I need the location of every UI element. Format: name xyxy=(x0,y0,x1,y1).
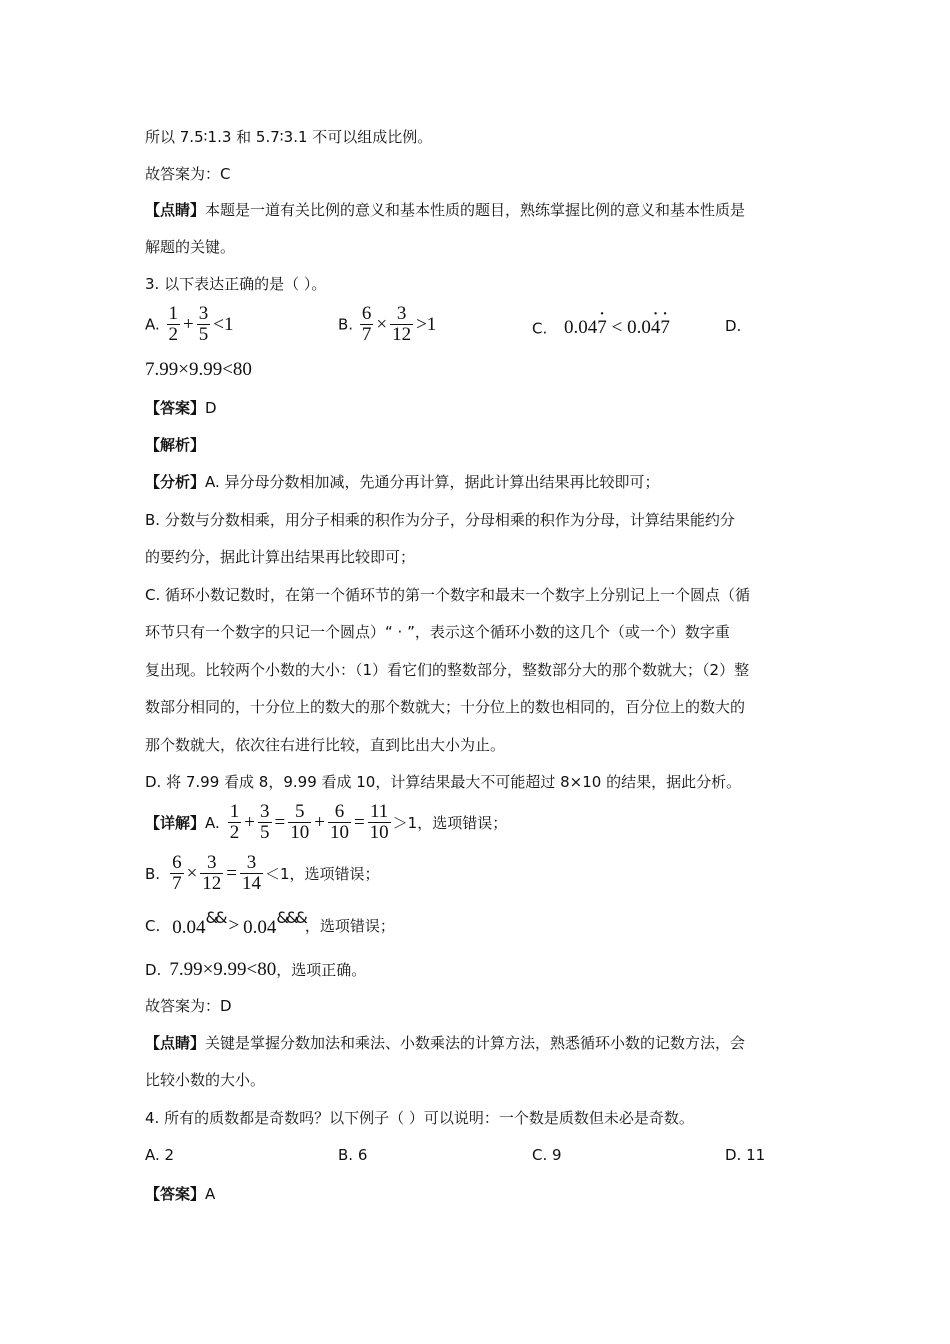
option-b: B. 6 xyxy=(338,1146,368,1164)
analysis-line: D. 将 7.99 看成 8，9.99 看成 10，计算结果最大不可能超过 8×10 的结果，据此分析。 xyxy=(145,773,742,791)
numerator: 3 xyxy=(240,853,263,874)
denominator: 5 xyxy=(260,822,270,843)
fraction xyxy=(170,853,184,894)
question-3: 3. 以下表达正确的是（ ）。 xyxy=(145,275,327,293)
detail-suffix: ，选项错误； xyxy=(304,917,395,935)
answer-line xyxy=(145,398,217,418)
note-text: 本题是一道有关比例的意义和基本性质的题目，熟练掌握比例的意义和基本性质是 xyxy=(205,201,746,219)
fraction xyxy=(360,304,374,345)
note-tag: 【点睛】 xyxy=(145,1034,206,1052)
option-label: C. xyxy=(532,319,548,338)
analysis-line: 数部分相同的，十分位上的数大的那个数就大；十分位上的数也相同的，百分位上的数大的 xyxy=(145,698,746,716)
operator: + xyxy=(244,811,255,833)
answer-line xyxy=(145,1184,215,1204)
fraction xyxy=(228,802,242,843)
option-b xyxy=(338,304,437,345)
numerator: 5 xyxy=(288,802,311,823)
fraction xyxy=(240,853,263,894)
denominator: 2 xyxy=(168,324,179,345)
option-c: C. 9 xyxy=(532,1146,562,1164)
option-c xyxy=(532,317,670,339)
text-line: 解题的关键。 xyxy=(145,238,236,256)
denominator: 10 xyxy=(369,822,389,843)
denominator: 2 xyxy=(229,822,240,843)
option-d: D. xyxy=(725,317,742,335)
option-d-expr: 7.99×9.99<80 xyxy=(145,359,252,380)
analysis-line: C. 循环小数记数时，在第一个循环节的第一个数字和最末一个数字上分别记上一个圆点（循 xyxy=(145,586,751,604)
numerator: 11 xyxy=(368,802,391,823)
operator: = xyxy=(353,811,365,833)
analysis-line: B. 分数与分数相乘，用分子相乘的积作为分子，分母相乘的积作为分母，计算结果能约分 xyxy=(145,511,735,529)
numerator: 3 xyxy=(200,853,223,874)
note-line xyxy=(145,200,745,220)
numerator: 6 xyxy=(328,802,351,823)
text-line: 故答案为：D xyxy=(145,997,232,1015)
repeating-decimal: 0.0· 4· 7 xyxy=(627,317,670,338)
repeating-decimal: 0.04· 7 xyxy=(564,317,607,338)
option-a xyxy=(145,304,234,345)
numerator: 3 xyxy=(260,801,270,822)
denominator: 10 xyxy=(290,822,310,843)
numerator: 1 xyxy=(168,303,179,324)
option-label: C. xyxy=(145,917,161,935)
fraction xyxy=(390,304,413,345)
numerator: 3 xyxy=(198,303,209,324)
option-a: A. 2 xyxy=(145,1146,175,1164)
rendering-artifact: && xyxy=(205,908,225,927)
denominator: 14 xyxy=(242,873,261,894)
fraction xyxy=(368,802,391,843)
denominator: 5 xyxy=(198,324,209,345)
operator: × xyxy=(186,862,198,884)
analysis-line: 环节只有一个数字的只记一个圆点）“ · ”，表示这个循环小数的这几个（或一个）数字重 xyxy=(145,623,730,641)
denominator: 12 xyxy=(202,873,222,894)
operator: < xyxy=(611,317,623,338)
numerator: 6 xyxy=(361,303,372,324)
analysis-text: A. 异分母分数相加减，先通分再计算，据此计算出结果再比较即可； xyxy=(205,473,660,491)
decimal-text: 0.04 xyxy=(243,917,277,938)
note-text: 关键是掌握分数加法和乘法、小数乘法的计算方法，熟悉循环小数的记数方法，会 xyxy=(205,1034,746,1052)
detail-b xyxy=(145,853,380,894)
denominator: 12 xyxy=(392,324,412,345)
operator: + xyxy=(314,811,325,833)
operator: >1 xyxy=(416,313,437,335)
note-tag: 【点睛】 xyxy=(145,201,206,219)
option-label: B. xyxy=(145,864,161,883)
fraction xyxy=(200,853,223,894)
analysis-sub-tag: 【分析】 xyxy=(145,473,206,491)
operator: + xyxy=(183,313,194,335)
text-line: 故答案为：C xyxy=(145,165,231,183)
text-line: 比较小数的大小。 xyxy=(145,1071,266,1089)
option-label: D. xyxy=(145,961,162,979)
operator: <1 xyxy=(213,313,234,335)
answer-text: D xyxy=(205,399,217,417)
answer-tag: 【答案】 xyxy=(145,399,206,417)
fraction xyxy=(197,304,211,345)
text-line: 所以 7.5∶1.3 和 5.7∶3.1 不可以组成比例。 xyxy=(145,128,433,146)
detail-d xyxy=(145,959,366,981)
answer-tag: 【答案】 xyxy=(145,1185,206,1203)
denominator: 7 xyxy=(172,873,182,894)
denominator: 10 xyxy=(329,822,349,843)
detail-suffix: ，选项正确。 xyxy=(276,961,367,979)
option-label: A. xyxy=(145,315,160,334)
operator: > xyxy=(228,915,240,936)
math-expr: 7.99×9.99<80 xyxy=(169,959,277,980)
operator: × xyxy=(376,313,388,335)
note-line xyxy=(145,1033,745,1053)
detail-suffix: ＜1，选项错误； xyxy=(265,865,380,883)
fraction xyxy=(328,802,351,843)
numerator: 6 xyxy=(172,852,182,873)
numerator: 1 xyxy=(229,801,240,822)
numerator: 3 xyxy=(390,304,413,325)
detail-tag: 【详解】 xyxy=(145,814,206,832)
detail-suffix: ＞1，选项错误； xyxy=(392,814,508,832)
rendering-artifact: &&& xyxy=(276,908,305,927)
fraction xyxy=(258,802,272,843)
option-d: D. 11 xyxy=(725,1146,766,1164)
question-4: 4. 所有的质数都是奇数吗？以下例子（ ）可以说明：一个数是质数但未必是奇数。 xyxy=(145,1109,694,1127)
analysis-line: 的要约分，据此计算出结果再比较即可； xyxy=(145,548,416,566)
decimal-text: 0.04 xyxy=(172,917,206,938)
denominator: 7 xyxy=(361,324,372,345)
operator: = xyxy=(274,811,286,833)
fraction xyxy=(288,802,311,843)
analysis-line: 复出现。比较两个小数的大小：（1）看它们的整数部分，整数部分大的那个数就大；（2）整 xyxy=(145,661,750,679)
detail-c xyxy=(145,908,395,938)
operator: = xyxy=(226,862,237,884)
analysis-line xyxy=(145,472,660,492)
answer-text: A xyxy=(205,1185,216,1203)
option-label: B. xyxy=(338,315,354,334)
analysis-tag: 【解析】 xyxy=(145,436,206,454)
detail-a xyxy=(145,802,507,843)
fraction xyxy=(167,304,181,345)
option-label: A. xyxy=(205,813,220,832)
analysis-line: 那个数就大，依次往右进行比较，直到比出大小为止。 xyxy=(145,736,506,754)
